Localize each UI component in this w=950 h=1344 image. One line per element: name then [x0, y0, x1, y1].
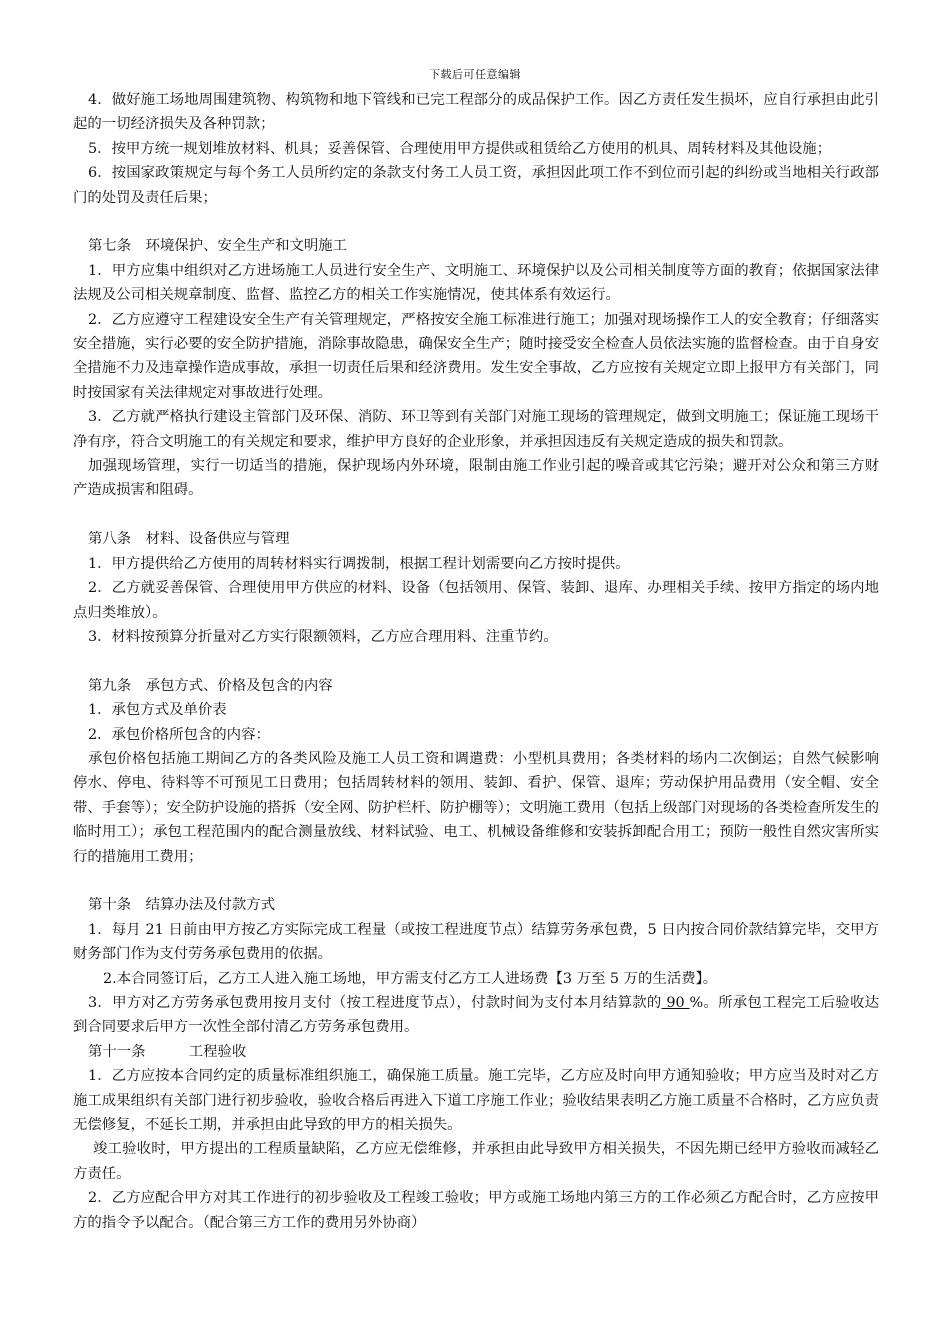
clause-7-item-3: 3．乙方就严格执行建设主管部门及环保、消防、环卫等到有关部门对施工现场的管理规定，做到文明施工；保证施工现场干净有序，符合文明施工的有关规定和要求，维护甲方良好的企业形象，并承担因违反有关规定造成的损失和罚款。	[73, 409, 879, 450]
page-header: 下载后可任意编辑	[429, 68, 521, 81]
clause-11-item-2: 2．乙方应配合甲方对其工作进行的初步验收及工程竣工验收；甲方或施工场地内第三方的工作必须乙方配合时，乙方应按甲方的指令予以配合。（配合第三方工作的费用另外协商）	[73, 1190, 879, 1231]
spacer	[73, 869, 879, 893]
clause-8-item-1: 1．甲方提供给乙方使用的周转材料实行调拨制，根据工程计划需要向乙方按时提供。	[88, 555, 630, 572]
clause-7-item-1: 1．甲方应集中组织对乙方进场施工人员进行安全生产、文明施工、环境保护以及公司相关制度等方面的教育；依据国家法律法规及公司相关规章制度、监督、监控乙方的相关工作实施情况，使其体系有效运行。	[73, 262, 879, 304]
clause-11-note: 竣工验收时，甲方提出的工程质量缺陷，乙方应无偿维修，并承担由此导致甲方相关损失，不因先期已经甲方验收而减轻乙方责任。	[73, 1141, 879, 1182]
document-body	[73, 88, 879, 1235]
clause-7-note: 加强现场管理，实行一切适当的措施，保护现场内外环境，限制由施工作业引起的噪音或其它污染；避开对公众和第三方财产造成损害和阻碍。	[73, 458, 879, 499]
section-heading-11: 第十一条 工程验收	[88, 1043, 247, 1060]
section-heading-9: 第九条 承包方式、价格及包含的内容	[88, 677, 333, 694]
section-heading-8: 第八条 材料、设备供应与管理	[88, 531, 290, 548]
section-heading-7: 第七条 环境保护、安全生产和文明施工	[88, 238, 348, 255]
section-heading-10: 第十条 结算办法及付款方式	[88, 897, 276, 914]
spacer	[73, 210, 879, 234]
clause-10-item-3	[73, 991, 879, 1040]
clause-10-item-2: 2.本合同签订后，乙方工人进入施工场地，甲方需支付乙方工人进场费【3 万至 5 万的生活费】。	[103, 970, 718, 987]
spacer	[73, 503, 879, 527]
clause-9-contents: 承包价格包括施工期间乙方的各类风险及施工人员工资和调遣费：小型机具费用；各类材料的场内二次倒运；自然气候影响停水、停电、待料等不可预见工日费用；包括周转材料的领用、装卸、看护、保管、退库；劳动保护用品费用（安全帽、安全带、手套等）；安全防护设施的搭拆（安全网、防护栏杆、防护棚等）；文明施工费用（包括上级部门对现场的各类检查所发生的临时用工）；承包工程范围内的配合测量放线、材料试验、电工、机械设备维修和安装拆卸配合用工；预防一般性自然灾害所实行的措施用工费用；	[73, 750, 879, 865]
spacer	[73, 649, 879, 673]
payment-percentage: 90	[661, 994, 690, 1011]
clause-6-item-4: 4．做好施工场地周围建筑物、构筑物和地下管线和已完工程部分的成品保护工作。因乙方责任发生损坏，应自行承担由此引起的一切经济损失及各种罚款；	[73, 92, 879, 133]
clause-10-item-1: 1．每月 21 日前由甲方按乙方实际完成工程量（或按工程进度节点）结算劳务承包费，5 日内按合同价款结算完毕，交甲方财务部门作为支付劳务承包费用的依据。	[73, 921, 879, 963]
clause-11-item-1: 1．乙方应按本合同约定的质量标准组织施工，确保施工质量。施工完毕，乙方应及时向甲方通知验收；甲方应当及时对乙方施工成果组织有关部门进行初步验收，验收合格后再进入下道工序施工作业；验收结果表明乙方施工质量不合格时，乙方应负责无偿修复，不延长工期，并承担由此导致的甲方的相关损失。	[73, 1068, 879, 1133]
clause-6-item-6: 6．按国家政策规定与每个务工人员所约定的条款支付务工人员工资，承担因此项工作不到位而引起的纠纷或当地相关行政部门的处罚及责任后果；	[73, 165, 879, 206]
clause-8-item-3: 3．材料按预算分折量对乙方实行限额领料，乙方应合理用料、注重节约。	[88, 628, 558, 645]
clause-9-item-2: 2．承包价格所包含的内容：	[88, 726, 270, 743]
clause-8-item-2: 2．乙方就妥善保管、合理使用甲方供应的材料、设备（包括领用、保管、装卸、退库、办理相关手续、按甲方指定的场内地点归类堆放）。	[73, 580, 879, 621]
clause-9-item-1: 1．承包方式及单价表	[88, 702, 227, 719]
clause-10-item-3-text: 3．甲方对乙方劳务承包费用按月支付（按工程进度节点），付款时间为支付本月结算款的	[88, 994, 662, 1011]
clause-7-item-2: 2．乙方应遵守工程建设安全生产有关管理规定，严格按安全施工标准进行施工；加强对现场操作工人的安全教育；仔细落实安全措施，实行必要的安全防护措施，消除事故隐患，确保安全生产；随时接受安全检查人员依法实施的监督检查。由于自身安全措施不力及违章操作造成事故，承担一切责任后果和经济费用。发生安全事故，乙方应按有关规定立即上报甲方有关部门，同时按国家有关法律规定对事故进行处理。	[73, 311, 879, 401]
clause-10-item-3-rest: %。所承包工程完工后验收达到合同要求后甲方一次性全部付清乙方劳务承包费用。	[73, 994, 879, 1036]
clause-6-item-5: 5．按甲方统一规划堆放材料、机具；妥善保管、合理使用甲方提供或租赁给乙方使用的机具、周转材料及其他设施；	[88, 140, 832, 157]
